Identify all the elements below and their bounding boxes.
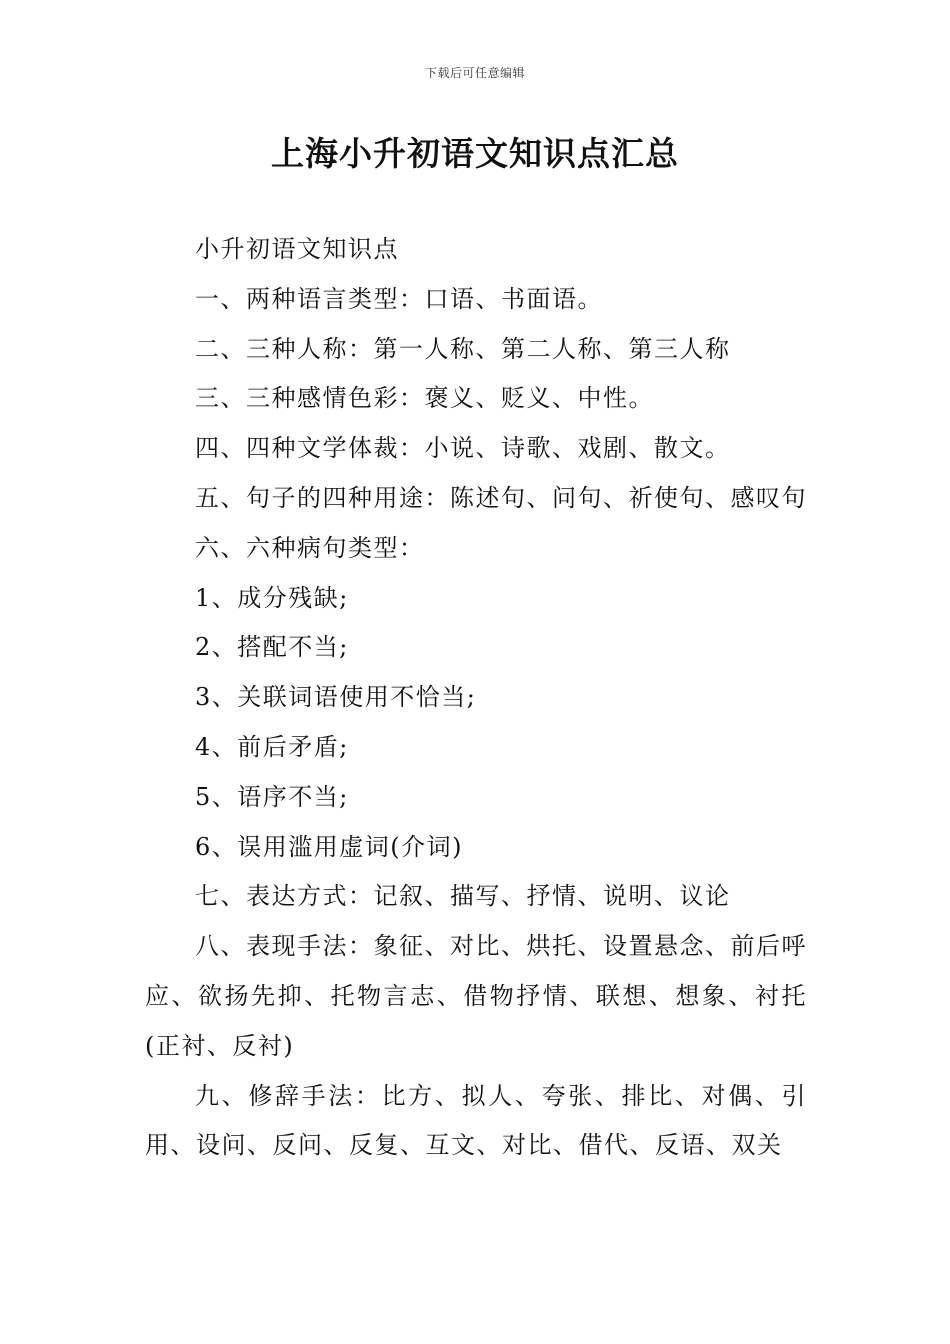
paragraph: 二、三种人称：第一人称、第二人称、第三人称 (195, 334, 731, 363)
list-item: 5、语序不当; (195, 782, 349, 811)
list-item: 2、搭配不当; (195, 633, 349, 662)
paragraph: 六、六种病句类型： (195, 533, 425, 562)
document-title: 上海小升初语文知识点汇总 (271, 134, 679, 173)
paragraph: 一、两种语言类型：口语、书面语。 (195, 284, 603, 313)
paragraph: 四、四种文学体裁：小说、诗歌、戏剧、散文。 (195, 434, 731, 463)
list-item: 6、误用滥用虚词(介词) (195, 832, 463, 861)
list-item: 1、成分残缺; (195, 583, 349, 612)
paragraph: 九、修辞手法：比方、拟人、夸张、排比、对偶、引用、设问、反问、反复、互文、对比、借代、反语、双关 (145, 1081, 807, 1160)
paragraph: 七、表达方式：记叙、描写、抒情、说明、议论 (195, 882, 731, 911)
paragraph: 八、表现手法：象征、对比、烘托、设置悬念、前后呼应、欲扬先抑、托物言志、借物抒情、联想、想象、衬托(正衬、反衬) (145, 932, 807, 1060)
paragraph: 五、句子的四种用途：陈述句、问句、祈使句、感叹句 (195, 483, 807, 512)
list-item: 3、关联词语使用不恰当; (195, 683, 477, 712)
header-note: 下载后可任意编辑 (424, 66, 525, 80)
paragraph: 小升初语文知识点 (195, 235, 399, 263)
list-item: 4、前后矛盾; (195, 732, 349, 761)
paragraph: 三、三种感情色彩：褒义、贬义、中性。 (195, 384, 654, 413)
document-body (145, 225, 807, 1171)
